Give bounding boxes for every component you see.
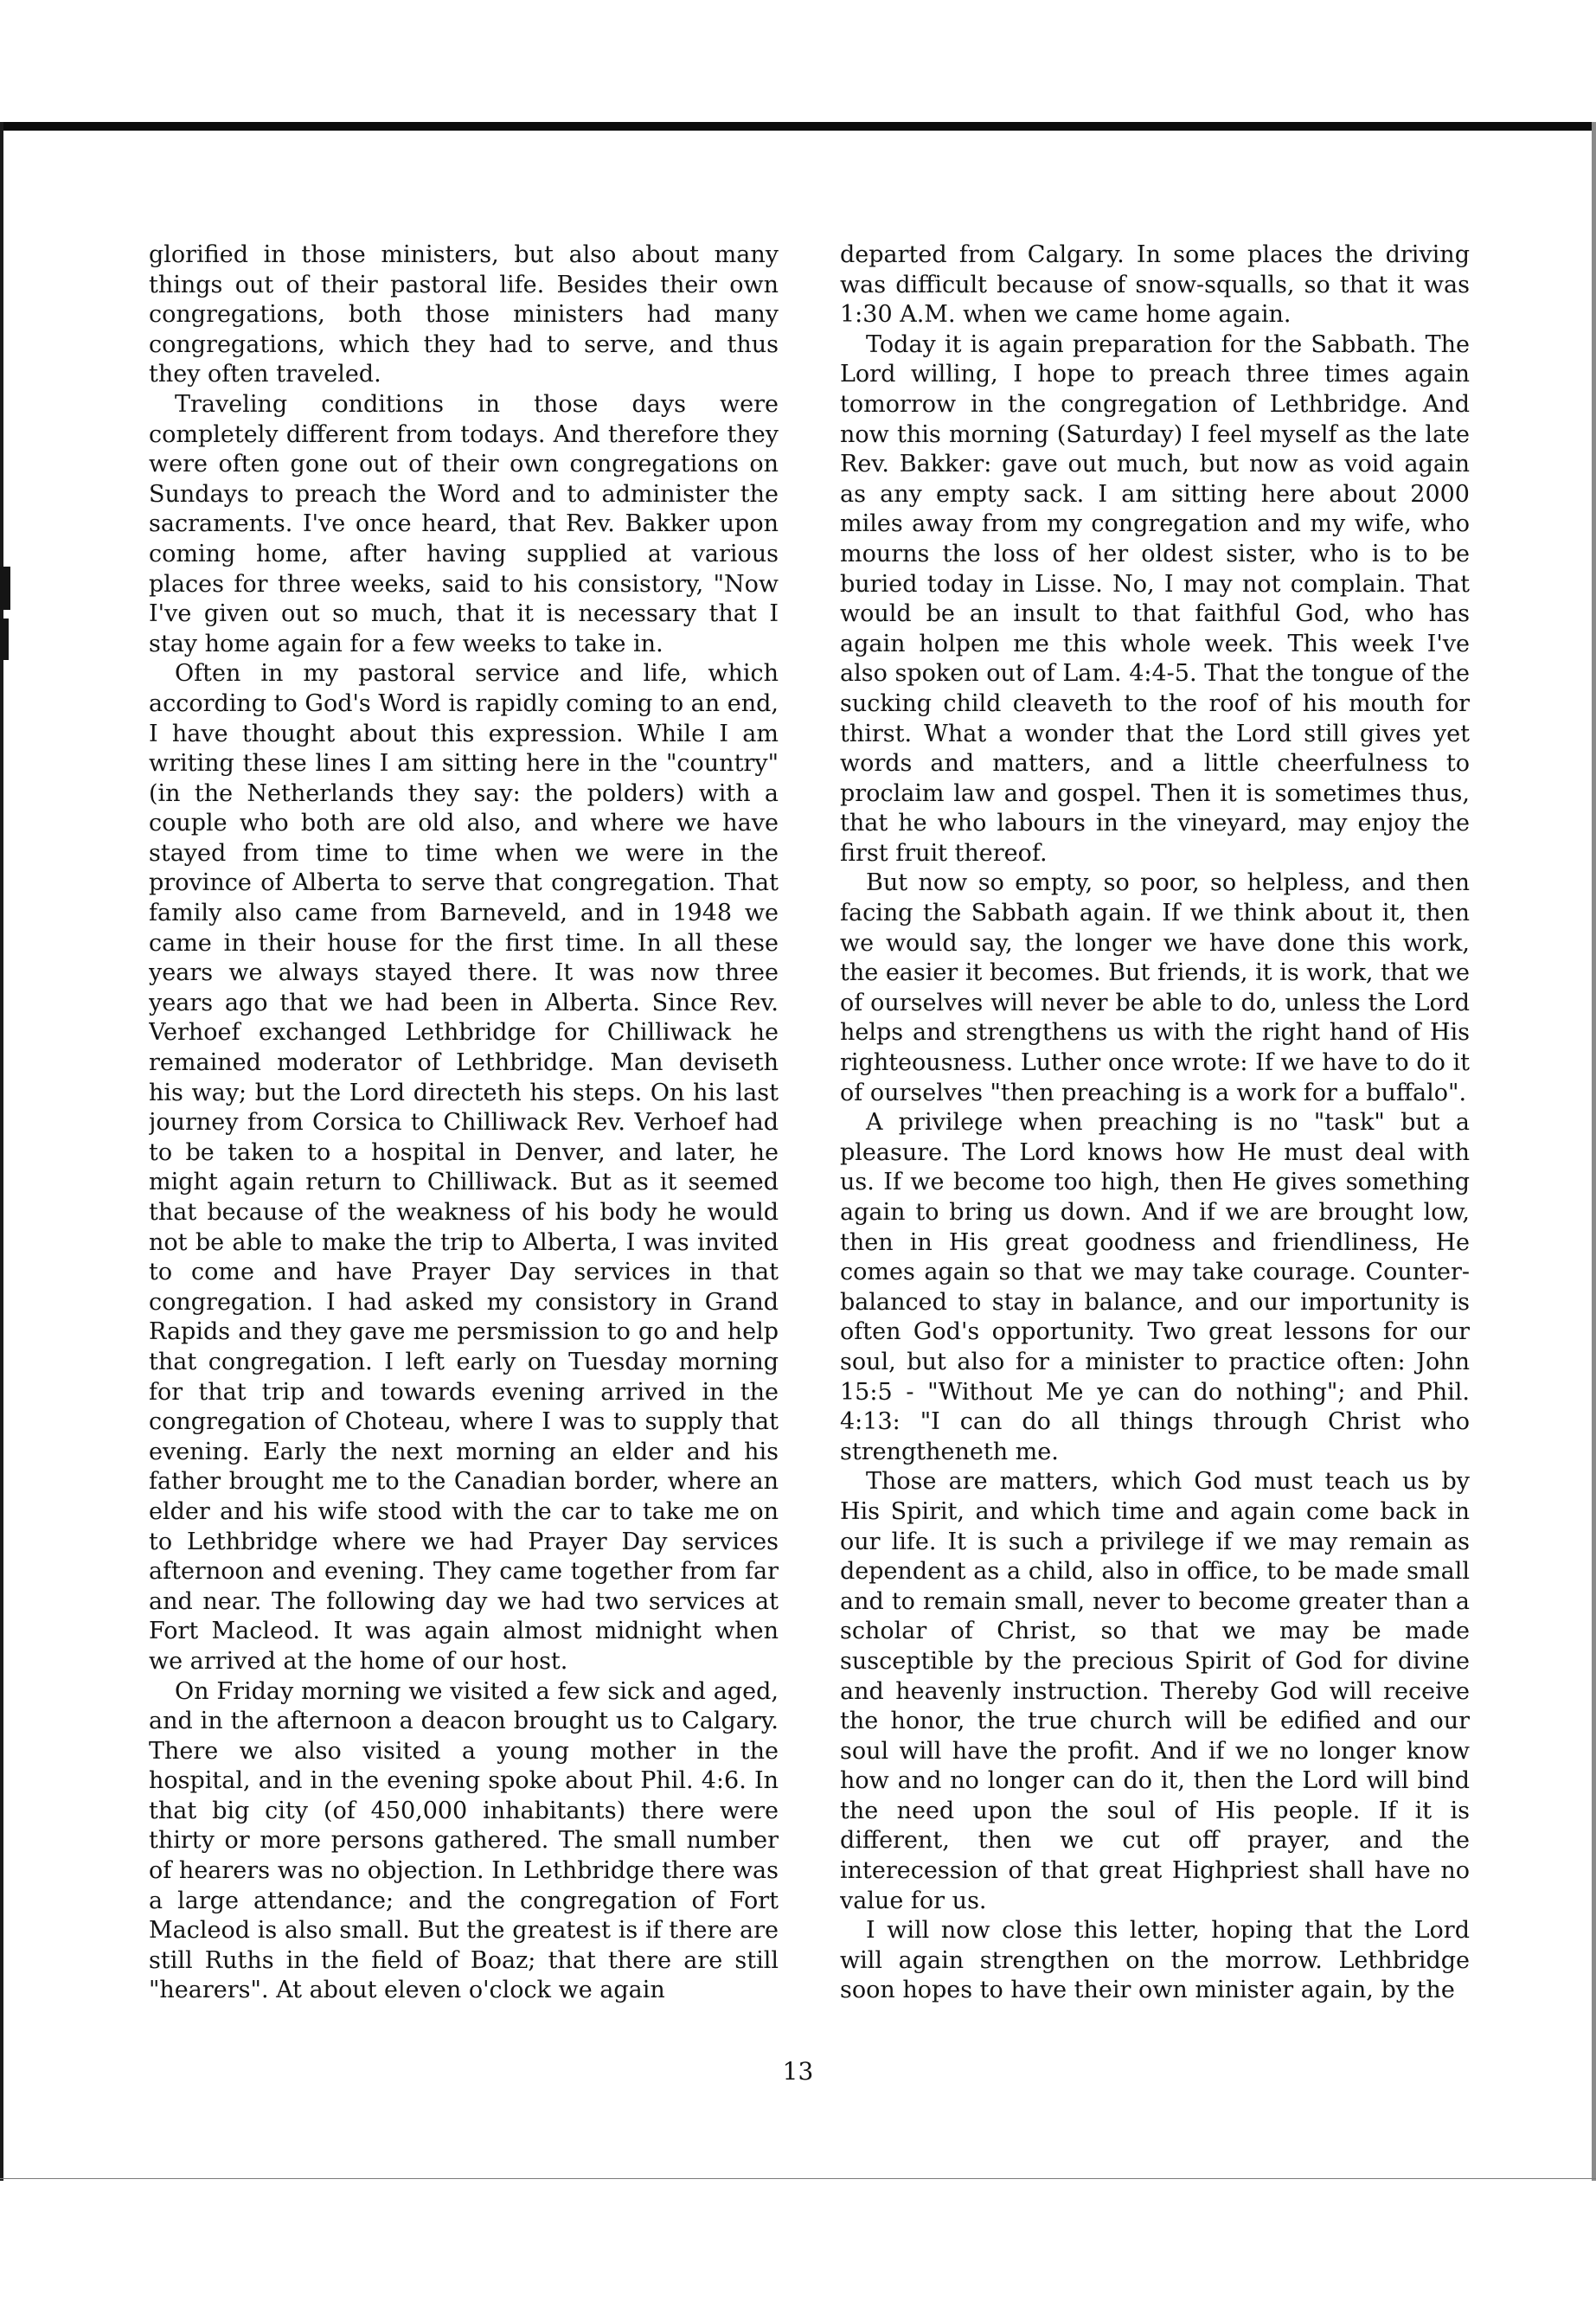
page-number: 13 — [782, 2057, 814, 2086]
paragraph: departed from Calgary. In some places the driving was difficult because of snow-squalls, so that it was 1:30 A.M. when we came home again. — [840, 241, 1470, 329]
paragraph: Often in my pastoral service and life, which according to God's Word is rapidly coming to an end, I have thought about this expression. While I am writing these lines I am sitting here in the "country" (in the Netherlands they say: the polders) with a couple who both are old also, and where we have stayed from time to time when we were in the province of Alberta to serve that congregation. That family also came from Barneveld, and in 1948 we came in their house for the first time. In all these years we always stayed there. It was now three years ago that we had been in Alberta. Since Rev. Verhoef exchanged Lethbridge for Chilliwack he remained moderator of Lethbridge. Man deviseth his way; but the Lord directeth his steps. On his last journey from Corsica to Chilliwack Rev. Verhoef had to be taken to a hospital in Denver, and later, he might again return to Chilliwack. But as it seemed that because of the weakness of his body he would not be able to make the trip to Alberta, I was invited to come and have Prayer Day services in that congregation. I had asked my consistory in Grand Rapids and they gave me persmission to go and help that congregation. I left early on Tuesday morning for that trip and towards evening arrived in the congregation of Choteau, where I was to supply that evening. Early the next morning an elder and his father brought me to the Canadian border, where an elder and his wife stood with the car to take me on to Lethbridge where we had Prayer Day services afternoon and evening. They came together from far and near. The following day we had two services at Fort Macleod. It was again almost midnight when we arrived at the home of our host. — [149, 660, 779, 1675]
scan-edge-bottom — [0, 2178, 1596, 2179]
scan-edge-top — [0, 122, 1596, 131]
paragraph: Those are matters, which God must teach us by His Spirit, and which time and again come back in our life. It is such a privilege if we may remain as dependent as a child, also in office, to be made small and to remain small, never to become greater than a scholar of Christ, so that we may be made susceptible by the precious Spirit of God for divine and heavenly instruction. Thereby God will receive the honor, the true church will be edified and our soul will have the profit. And if we no longer know how and no longer can do it, then the Lord will bind the need upon the soul of His people. If it is different, then we cut off prayer, and the interecession of that great Highpriest shall have no value for us. — [840, 1468, 1470, 1914]
paragraph: Today it is again preparation for the Sabbath. The Lord willing, I hope to preach three times again tomorrow in the congregation of Lethbridge. And now this morning (Saturday) I feel myself as the late Rev. Bakker: gave out much, but now as void again as any empty sack. I am sitting here about 2000 miles away from my congregation and my wife, who mourns the loss of her oldest sister, who is to be buried today in Lisse. No, I may not complain. That would be an insult to that faithful God, who has again holpen me this whole week. This week I've also spoken out of Lam. 4:4-5. That the tongue of the sucking child cleaveth to the roof of his mouth for thirst. What a wonder that the Lord still gives yet words and matters, and a little cheerfulness to proclaim law and gospel. Then it is sometimes thus, that he who labours in the vineyard, may enjoy the first fruit thereof. — [840, 330, 1470, 867]
left-text-column — [149, 240, 779, 2027]
scan-edge-right — [1592, 122, 1596, 2181]
paragraph: On Friday morning we visited a few sick and aged, and in the afternoon a deacon brought us to Calgary. There we also visited a young mother in the hospital, and in the evening spoke about Phil. 4:6. In that big city (of 450,000 inhabitants) there were thirty or more persons gathered. The small number of hearers was no objection. In Lethbridge there was a large attendance; and the congregation of Fort Macleod is also small. But the greatest is if there are still Ruths in the field of Boaz; that there are still "hearers". At about eleven o'clock we again — [149, 1677, 779, 2004]
paragraph: I will now close this letter, hoping that the Lord will again strengthen on the morrow. Lethbridge soon hopes to have their own minister again, by the — [840, 1917, 1470, 2004]
paragraph: glorified in those ministers, but also about many things out of their pastoral life. Besides their own congregations, both those ministers had many congregations, which they had to serve, and thus they often traveled. — [149, 241, 779, 388]
scan-edge-left — [0, 122, 3, 2181]
paragraph: A privilege when preaching is no "task" but a pleasure. The Lord knows how He must deal with us. If we become too high, then He gives something again to bring us down. And if we are brought low, then in His great goodness and friendliness, He comes again so that we may take courage. Counter-balanced to stay in balance, and our importunity is often God's opportunity. Two great lessons for our soul, but also for a minister to practice often: John 15:5 - "Without Me ye can do nothing"; and Phil. 4:13: "I can do all things through Christ who strengtheneth me. — [840, 1109, 1470, 1465]
paragraph: Traveling conditions in those days were completely different from todays. And therefore they were often gone out of their own congregations on Sundays to preach the Word and to administer the sacraments. I've once heard, that Rev. Bakker upon coming home, after having supplied at various places for three weeks, said to his consistory, "Now I've given out so much, that it is necessary that I stay home again for a few weeks to take in. — [149, 390, 779, 657]
binding-hole-mark — [0, 567, 10, 610]
paragraph: But now so empty, so poor, so helpless, and then facing the Sabbath again. If we think about it, then we would say, the longer we have done this work, the easier it becomes. But friends, it is work, that we of ourselves will never be able to do, unless the Lord helps and strengthens us with the right hand of His righteousness. Luther once wrote: If we have to do it of ourselves "then preaching is a work for a buffalo". — [840, 869, 1470, 1106]
right-text-column — [840, 240, 1470, 2027]
binding-hole-mark — [0, 619, 9, 660]
